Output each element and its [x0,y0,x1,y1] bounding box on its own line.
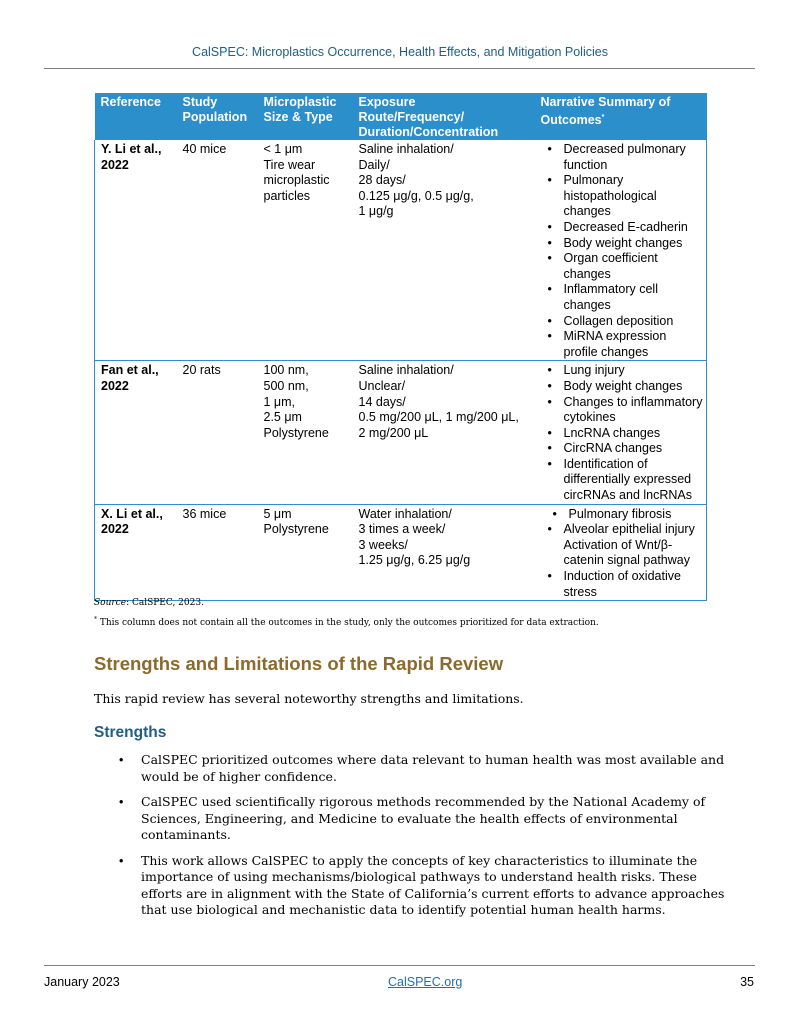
footer-website-link[interactable]: CalSPEC.org [388,975,463,989]
subsection-heading: Strengths [94,724,167,741]
list-item: • Decreased E-cadherin [548,220,701,236]
table-header-row [95,93,707,140]
list-item: • Body weight changes [548,379,701,395]
list-item: • Decreased pulmonary function [548,142,701,173]
running-header: CalSPEC: Microplastics Occurrence, Health Effects, and Mitigation Policies [192,45,608,59]
list-item: • LncRNA changes [548,426,701,442]
section-intro: This rapid review has several noteworthy strengths and limitations. [94,691,524,706]
column-header-outcomes: Narrative Summary of Outcomes* [535,93,707,140]
list-item: • Alveolar epithelial injury [548,522,701,538]
list-item: • CalSPEC prioritized outcomes where data relevant to human health was most available and would be of higher confidence. [119,752,719,785]
source-label: Source [94,598,127,608]
cell-outcomes [535,361,707,504]
column-header-size-type: Microplastic Size & Type [258,93,353,140]
cell-exposure: Saline inhalation/ Unclear/ 14 days/ 0.5 mg/200 μL, 1 mg/200 μL, 2 mg/200 μL [353,361,535,504]
cell-population: 36 mice [177,504,258,601]
list-item: • Body weight changes [548,236,701,252]
footnote-mark: * [601,114,605,121]
list-item: • CircRNA changes [548,441,701,457]
column-header-population: Study Population [177,93,258,140]
list-item: • Identification of differentially expressed circRNAs and lncRNAs [548,457,701,504]
table-row [95,361,707,504]
table-row [95,504,707,601]
list-item: Activation of Wnt/β- catenin signal pathway [563,537,690,568]
list-item: • Lung injury [548,363,701,379]
cell-size-type: < 1 μm Tire wear microplastic particles [258,140,353,361]
cell-exposure: Saline inhalation/ Daily/ 28 days/ 0.125 μg/g, 0.5 μg/g, 1 μg/g [353,140,535,361]
list-item: • Organ coefficient changes [548,251,701,282]
cell-size-type: 100 nm, 500 nm, 1 μm, 2.5 μm Polystyrene [258,361,353,504]
header-divider [44,68,755,69]
cell-reference: Y. Li et al., 2022 [95,140,177,361]
cell-exposure: Water inhalation/ 3 times a week/ 3 weeks/ 1.25 μg/g, 6.25 μg/g [353,504,535,601]
cell-size-type: 5 μm Polystyrene [258,504,353,601]
cell-population: 40 mice [177,140,258,361]
section-heading: Strengths and Limitations of the Rapid Review [94,653,504,674]
source-text: : CalSPEC, 2023. [126,598,204,608]
column-header-reference: Reference [95,93,177,140]
footnote-text: This column does not contain all the outcomes in the study, only the outcomes prioritized for data extraction. [97,618,599,628]
list-item: • Induction of oxidative stress [548,569,701,600]
cell-outcomes [535,504,707,601]
cell-outcomes [535,140,707,361]
page-number: 35 [740,975,754,989]
table-source [94,598,204,608]
cell-population: 20 rats [177,361,258,504]
strengths-list [119,752,725,928]
list-item: • Pulmonary histopathological changes [548,173,701,220]
footer-divider [44,965,755,966]
cell-reference: Fan et al., 2022 [95,361,177,504]
table-footnote [94,616,599,628]
list-item: • This work allows CalSPEC to apply the concepts of key characteristics to illuminate the importance of using mechanisms/biological pathways to understand health risks. These efforts are in alignment with the State of California’s current efforts to advance approaches that use biological and mechanistic data to identify potential human health harms. [119,853,719,919]
list-item: • Inflammatory cell changes [548,282,701,313]
list-item: • MiRNA expression profile changes [548,329,701,360]
footer-date: January 2023 [44,975,120,989]
studies-table [94,93,706,601]
list-item: • Collagen deposition [548,314,701,330]
list-item: • Pulmonary fibrosis [548,507,701,523]
column-header-exposure: Exposure Route/Frequency/ Duration/Concentration [353,93,535,140]
footnote-mark: * [94,616,97,623]
list-item: • Changes to inflammatory cytokines [548,395,701,426]
table-row [95,140,707,361]
cell-reference: X. Li et al., 2022 [95,504,177,601]
list-item: • CalSPEC used scientifically rigorous methods recommended by the National Academy of Sciences, Engineering, and Medicine to evaluate the health effects of environmental contaminants. [119,794,719,844]
